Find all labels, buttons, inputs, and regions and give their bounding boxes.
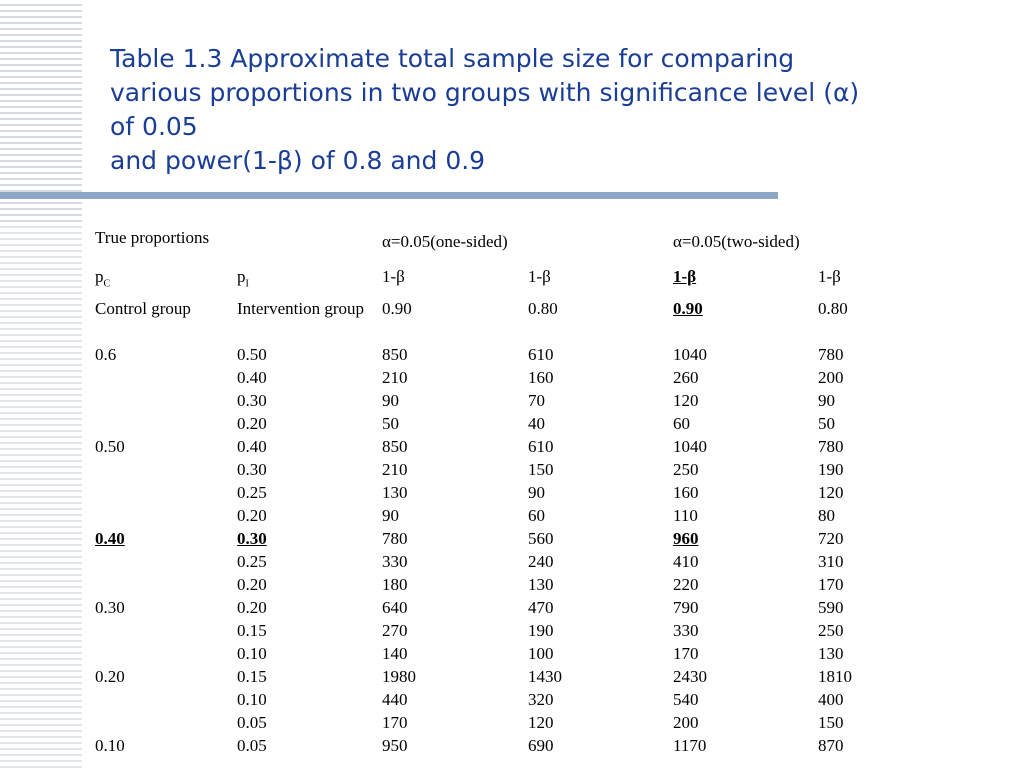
two-sided-080-cell: 590 (818, 598, 844, 617)
two-sided-080-cell: 250 (818, 621, 844, 640)
two-sided-080-cell: 50 (818, 414, 835, 433)
two-sided-090-cell: 260 (673, 368, 699, 387)
pc-cell (90, 642, 232, 665)
table-row (90, 619, 938, 642)
pi-cell: 0.15 (237, 621, 267, 640)
header-power-two-sided-080: 0.80 (818, 299, 848, 318)
pc-cell (90, 619, 232, 642)
two-sided-090-cell: 1170 (673, 736, 707, 755)
header-power-4: 1-β (818, 267, 841, 286)
one-sided-090-cell: 90 (382, 391, 399, 410)
pc-cell: 0.20 (95, 667, 125, 686)
two-sided-080-cell: 780 (818, 437, 844, 456)
header-one-sided: α=0.05(one-sided) (382, 232, 508, 251)
pi-cell: 0.20 (237, 575, 267, 594)
two-sided-090-cell: 120 (673, 391, 699, 410)
header-row-symbols (90, 263, 938, 297)
pc-cell (90, 550, 232, 573)
one-sided-090-cell: 850 (382, 437, 408, 456)
pi-cell: 0.40 (237, 368, 267, 387)
one-sided-080-cell: 70 (528, 391, 545, 410)
table-row (90, 435, 938, 458)
two-sided-080-cell: 1810 (818, 667, 852, 686)
table-row (90, 458, 938, 481)
one-sided-080-cell: 240 (528, 552, 554, 571)
one-sided-080-cell: 100 (528, 644, 554, 663)
title-line-1: Table 1.3 Approximate total sample size for comparing (110, 44, 795, 73)
one-sided-080-cell: 150 (528, 460, 554, 479)
two-sided-080-cell: 80 (818, 506, 835, 525)
pc-cell (90, 688, 232, 711)
one-sided-090-cell: 210 (382, 460, 408, 479)
header-power-one-sided-080: 0.80 (528, 299, 558, 318)
table-row (90, 504, 938, 527)
header-true-proportions: True proportions (95, 228, 210, 247)
pc-cell (90, 412, 232, 435)
one-sided-090-cell: 1980 (382, 667, 416, 686)
pi-cell: 0.05 (237, 713, 267, 732)
one-sided-080-cell: 1430 (528, 667, 562, 686)
one-sided-080-cell: 610 (528, 437, 554, 456)
one-sided-080-cell: 60 (528, 506, 545, 525)
one-sided-080-cell: 470 (528, 598, 554, 617)
header-row-groups (90, 226, 938, 263)
two-sided-090-cell: 960 (673, 529, 699, 548)
one-sided-090-cell: 170 (382, 713, 408, 732)
one-sided-080-cell: 190 (528, 621, 554, 640)
table-row (90, 688, 938, 711)
one-sided-080-cell: 120 (528, 713, 554, 732)
pi-cell: 0.30 (237, 391, 267, 410)
one-sided-090-cell: 180 (382, 575, 408, 594)
pi-cell: 0.25 (237, 552, 267, 571)
two-sided-090-cell: 1040 (673, 437, 707, 456)
two-sided-080-cell: 130 (818, 644, 844, 663)
header-power-two-sided-090: 0.90 (673, 299, 703, 318)
one-sided-080-cell: 560 (528, 529, 554, 548)
header-power-3: 1-β (673, 267, 697, 286)
two-sided-090-cell: 220 (673, 575, 699, 594)
one-sided-090-cell: 140 (382, 644, 408, 663)
two-sided-090-cell: 60 (673, 414, 690, 433)
title-line-3: of 0.05 (110, 112, 198, 141)
pi-cell: 0.30 (237, 460, 267, 479)
two-sided-090-cell: 160 (673, 483, 699, 502)
pi-cell: 0.20 (237, 414, 267, 433)
pi-cell: 0.10 (237, 644, 267, 663)
two-sided-090-cell: 110 (673, 506, 698, 525)
one-sided-090-cell: 50 (382, 414, 399, 433)
one-sided-090-cell: 780 (382, 529, 408, 548)
two-sided-090-cell: 200 (673, 713, 699, 732)
one-sided-080-cell: 90 (528, 483, 545, 502)
one-sided-080-cell: 610 (528, 345, 554, 364)
pi-cell: 0.40 (237, 437, 267, 456)
one-sided-090-cell: 640 (382, 598, 408, 617)
table-row (90, 550, 938, 573)
header-control-group: Control group (95, 299, 191, 318)
pc-cell: 0.30 (95, 598, 125, 617)
pc-cell (90, 573, 232, 596)
pc-cell (90, 366, 232, 389)
header-power-2: 1-β (528, 267, 551, 286)
pc-cell (90, 389, 232, 412)
pi-cell: 0.20 (237, 506, 267, 525)
two-sided-090-cell: 330 (673, 621, 699, 640)
slide-title (110, 42, 990, 178)
two-sided-080-cell: 120 (818, 483, 844, 502)
two-sided-080-cell: 720 (818, 529, 844, 548)
pi-cell: 0.25 (237, 483, 267, 502)
one-sided-090-cell: 850 (382, 345, 408, 364)
header-power-one-sided-090: 0.90 (382, 299, 412, 318)
pc-cell (90, 711, 232, 734)
two-sided-090-cell: 790 (673, 598, 699, 617)
table-row (90, 481, 938, 504)
two-sided-090-cell: 410 (673, 552, 699, 571)
one-sided-090-cell: 90 (382, 506, 399, 525)
pi-cell: 0.10 (237, 690, 267, 709)
two-sided-080-cell: 870 (818, 736, 844, 755)
two-sided-090-cell: 540 (673, 690, 699, 709)
two-sided-080-cell: 200 (818, 368, 844, 387)
table-row (90, 573, 938, 596)
table-row (90, 366, 938, 389)
table-row (90, 665, 938, 688)
table-row (90, 343, 938, 366)
header-row-labels (90, 297, 938, 343)
one-sided-090-cell: 130 (382, 483, 408, 502)
pi-cell: 0.20 (237, 598, 267, 617)
two-sided-090-cell: 250 (673, 460, 699, 479)
pc-cell (90, 458, 232, 481)
title-divider (0, 192, 778, 199)
one-sided-090-cell: 440 (382, 690, 408, 709)
pc-cell: 0.50 (95, 437, 125, 456)
one-sided-090-cell: 270 (382, 621, 408, 640)
pc-cell (90, 504, 232, 527)
two-sided-080-cell: 400 (818, 690, 844, 709)
table-row (90, 711, 938, 734)
table-row (90, 596, 938, 619)
two-sided-090-cell: 2430 (673, 667, 707, 686)
header-pi: $p_I$ (237, 267, 249, 290)
one-sided-080-cell: 320 (528, 690, 554, 709)
two-sided-080-cell: 190 (818, 460, 844, 479)
one-sided-080-cell: 130 (528, 575, 554, 594)
two-sided-080-cell: 150 (818, 713, 844, 732)
two-sided-090-cell: 170 (673, 644, 699, 663)
table-row (90, 642, 938, 665)
header-power-1: 1-β (382, 267, 405, 286)
table-row (90, 412, 938, 435)
one-sided-090-cell: 330 (382, 552, 408, 571)
header-two-sided: α=0.05(two-sided) (673, 232, 800, 251)
one-sided-080-cell: 160 (528, 368, 554, 387)
header-intervention-group: Intervention group (237, 299, 364, 318)
two-sided-080-cell: 310 (818, 552, 844, 571)
title-line-4: and power(1-β) of 0.8 and 0.9 (110, 146, 486, 175)
two-sided-090-cell: 1040 (673, 345, 707, 364)
two-sided-080-cell: 780 (818, 345, 844, 364)
pi-cell: 0.05 (237, 736, 267, 755)
two-sided-080-cell: 90 (818, 391, 835, 410)
pi-cell: 0.15 (237, 667, 267, 686)
one-sided-090-cell: 210 (382, 368, 408, 387)
two-sided-080-cell: 170 (818, 575, 844, 594)
pi-cell: 0.50 (237, 345, 267, 364)
table-row (90, 527, 938, 550)
title-line-2: various proportions in two groups with significance level (α) (110, 78, 860, 107)
pi-cell: 0.30 (237, 529, 267, 548)
one-sided-080-cell: 690 (528, 736, 554, 755)
table-row (90, 734, 938, 757)
table-row (90, 389, 938, 412)
pc-cell: 0.10 (95, 736, 125, 755)
header-pc: $p_C$ (95, 267, 111, 290)
pc-cell: 0.6 (95, 345, 117, 364)
one-sided-080-cell: 40 (528, 414, 545, 433)
sample-size-table (90, 226, 938, 757)
pc-cell (90, 481, 232, 504)
one-sided-090-cell: 950 (382, 736, 408, 755)
pc-cell: 0.40 (95, 529, 125, 548)
